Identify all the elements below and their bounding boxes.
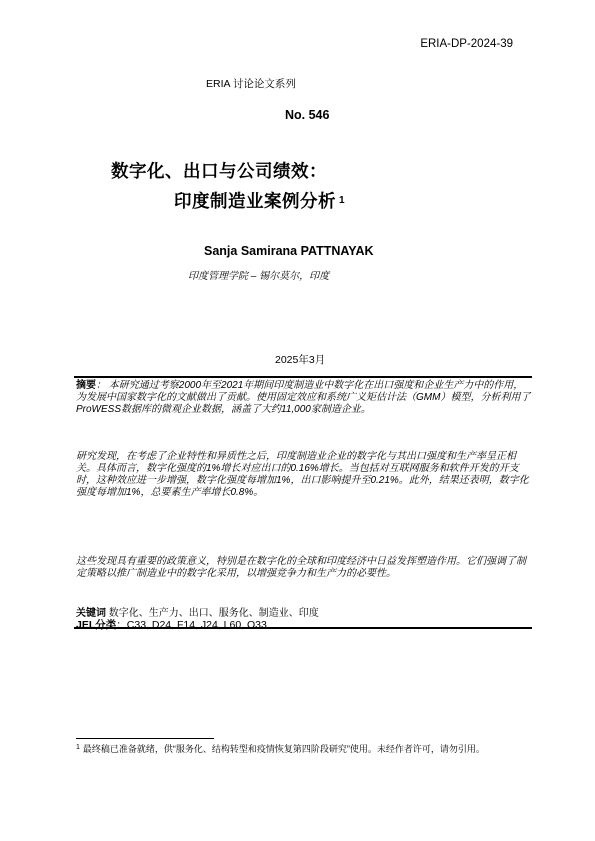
paper-number: No. 546 [285,108,330,122]
document-id: ERIA-DP-2024-39 [420,38,513,50]
footnote-text: 最终稿已准备就绪，供“服务化、结构转型和疫情恢复第四阶段研究”使用。未经作者许可，请勿引用。 [82,744,485,754]
author-name: Sanja Samirana PATTNAYAK [204,244,374,258]
abstract-text-1: ： 本研究通过考察2000年至2021年期间印度制造业中数字化在出口强度和企业生产力中的作用，为发展中国家数字化的文献做出了贡献。使用固定效应和系统广义矩估计法（GMM）模型，分析利用了ProWESS数据库的微观企业数据，涵盖了大约11,000家制造企业。 [76,380,531,415]
footnote-mark: 1 [76,744,80,751]
footnote [76,742,524,755]
footnote-divider [76,738,214,739]
title-line-1: 数字化、出口与公司绩效： [111,161,327,181]
abstract-label: 摘要 [76,380,96,391]
publication-date: 2025年3月 [275,354,326,366]
jel-line [76,617,267,632]
abstract-paragraph-3: 这些发现具有重要的政策意义，特别是在数字化的全球和印度经济中日益发挥塑造作用。它们强调了制定策略以推广制造业中的数字化采用，以增强竞争力和生产力的必要性。 [76,556,526,579]
jel-text: ：C33, D24, F14, J24, L60, O33 [116,619,267,631]
title-line-2 [174,188,345,213]
keywords-text: 数字化、生产力、出口、服务化、制造业、印度 [106,608,319,619]
abstract-paragraph-2: 研究发现，在考虑了企业特性和异质性之后，印度制造业企业的数字化与其出口强度和生产率呈正相关。具体而言，数字化强度的1%增长对应出口的0.16%增长。当包括对互联网服务和软件开发的开支时，这种效应进一步增强，数字化强度每增加1%，出口影响提升至0.21%。此外，结果还表明，数字化强度每增加1%，总要素生产率增长0.8%。 [76,451,529,498]
jel-label: JEL分类 [76,619,117,631]
abstract-paragraph-1 [76,380,532,416]
keywords-label: 关键词 [76,608,106,619]
title-line-2-text: 印度制造业案例分析 [174,191,336,211]
title-footnote-mark: 1 [339,195,346,206]
series-name: ERIA 讨论论文系列 [206,78,296,90]
author-affiliation: 印度管理学院 – 锡尔莫尔，印度 [188,271,330,282]
